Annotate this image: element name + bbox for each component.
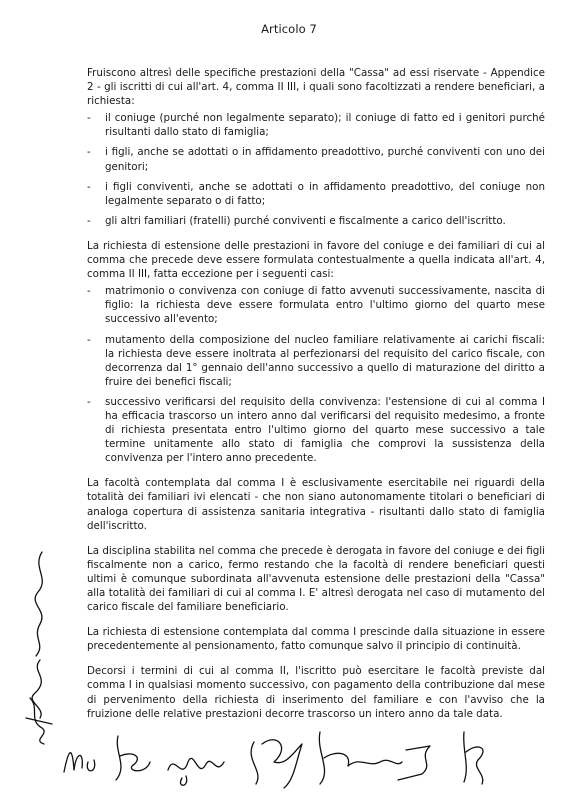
extension-paragraph: La richiesta di estensione delle prestazioni in favore del coniuge e dei familiari di cui al comma che precede deve essere formulata contestualmente a quella indicata all'art. 4, comma II III, fatta eccezione per i seguenti casi: <box>87 239 545 281</box>
beneficiaries-list <box>87 111 545 228</box>
exceptions-list <box>87 284 545 465</box>
signatures-row <box>58 722 558 792</box>
deadline-paragraph: Decorsi i termini di cui al comma II, l'iscritto può esercitare le facoltà previste dal comma I in qualsiasi momento successivo, con pagamento della contribuzione dal mese di pervenimento della richiesta di inserimento del familiare e con l'avviso che la fruizione delle relative prestazioni decorre trascorso un intero anno da tale data. <box>87 665 545 720</box>
faculty-paragraph: La facoltà contemplata dal comma I è esclusivamente esercitabile nei riguardi della totalità dei familiari ivi elencati - che non siano autonomamente titolari o beneficiari di analoga copertura di assistenza sanitaria integrativa - risultanti dallo stato di famiglia dell'iscritto. <box>87 477 545 532</box>
list-item: - successivo verificarsi del requisito della convivenza: l'estensione di cui al comma I ha efficacia trascorso un intero anno dal verificarsi del requisito medesimo, a fronte di richiesta presentata entro l'ultimo giorno del quarto mese successivo a tale termine unitamente allo stato di famiglia che comprovi la sussistenza della convivenza per l'intero anno precedente. <box>87 395 545 465</box>
list-item: - il coniuge (purché non legalmente separato); il coniuge di fatto ed i genitori purché risultanti dallo stato di famiglia; <box>87 111 545 139</box>
list-item: - i figli conviventi, anche se adottati o in affidamento preadottivo, del coniuge non legalmente separato o di fatto; <box>87 180 545 208</box>
list-item: - i figli, anche se adottati o in affidamento preadottivo, purché conviventi con uno dei genitori; <box>87 145 545 173</box>
list-item: - matrimonio o convivenza con coniuge di fatto avvenuti successivamente, nascita di figlio: la richiesta deve essere formulata entro l'ultimo giorno del quarto mese successivo all'evento; <box>87 284 545 326</box>
intro-paragraph: Fruiscono altresì delle specifiche prestazioni della "Cassa" ad essi riservate - Appendice 2 - gli iscritti di cui all'art. 4, comma II III, i quali sono facoltizzati a rendere beneficiari, a richiesta: <box>87 67 545 108</box>
article-title: Articolo 7 <box>261 22 317 36</box>
list-item: - mutamento della composizione del nucleo familiare relativamente ai carichi fiscali: la richiesta deve essere inoltrata al perfezionarsi del requisito del carico fiscale, con decorrenza dal 1° gennaio dell'anno successivo a quello di maturazione del diritto a fruire dei benefici fiscali; <box>87 333 545 389</box>
margin-signature <box>22 548 58 748</box>
derogation-paragraph: La disciplina stabilita nel comma che precede è derogata in favore del coniuge e dei figli fiscalmente non a carico, fermo restando che la facoltà di rendere beneficiari questi ultimi è comunque subordinata all'avvenuta estensione delle prestazioni della "Cassa" alla totalità dei familiari di cui al comma I. E' altresì derogata nel caso di mutamento del carico fiscale del familiare beneficiario. <box>87 544 545 614</box>
retirement-paragraph: La richiesta di estensione contemplata dal comma I prescinde dalla situazione in essere precedentemente al pensionamento, fatto comunque salvo il principio di continuità. <box>87 626 545 653</box>
list-item: - gli altri familiari (fratelli) purché conviventi e fiscalmente a carico dell'iscritto. <box>87 214 545 228</box>
article-body <box>87 66 545 732</box>
